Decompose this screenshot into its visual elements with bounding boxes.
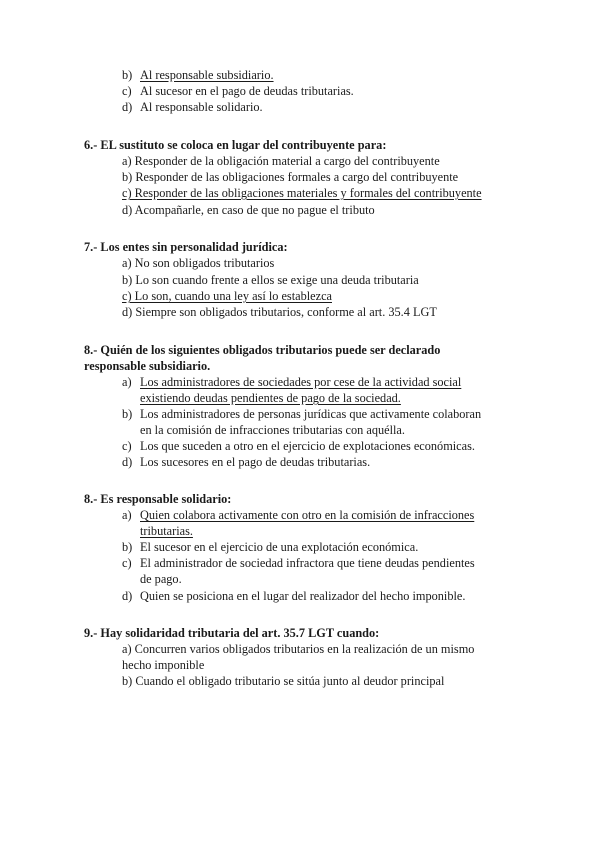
q7-option-b: b) Lo son cuando frente a ellos se exige una deuda tributaria — [122, 273, 419, 287]
question-7-title: 7.- Los entes sin personalidad jurídica: — [84, 240, 288, 254]
q8b-option-b-line1: El sucesor en el ejercicio de una explotación económica. — [140, 540, 419, 554]
q9-option-b: b) Cuando el obligado tributario se sitúa junto al deudor principal — [122, 674, 445, 688]
option-b: b) Al responsable subsidiario. — [122, 68, 274, 82]
q9-option-a-line1: a) Concurren varios obligados tributarios en la realización de un mismo — [122, 642, 475, 656]
q6-option-a: a) Responder de la obligación material a cargo del contribuyente — [122, 154, 440, 168]
q8a-option-b-line2: en la comisión de infracciones tributarias con aquélla. — [140, 423, 405, 437]
q7-option-c-correct: c) Lo son, cuando una ley así lo establezca — [122, 289, 332, 303]
q9-option-a-line2: hecho imponible — [122, 658, 205, 672]
q8a-option-b-label: b) — [122, 407, 133, 421]
q6-option-b: b) Responder de las obligaciones formales a cargo del contribuyente — [122, 170, 459, 184]
q8b-option-a-correct-line2: tributarias. — [140, 524, 193, 538]
correct-answer: Al responsable subsidiario. — [140, 68, 274, 82]
q8b-option-c-line1: El administrador de sociedad infractora que tiene deudas pendientes — [140, 556, 475, 570]
q8b-option-c-label: c) — [122, 556, 132, 570]
q8a-option-a-correct-line1: Los administradores de sociedades por cese de la actividad social — [140, 375, 462, 389]
question-8a-title-line2: responsable subsidiario. — [84, 359, 211, 373]
option-c: c) Al sucesor en el pago de deudas tributarias. — [122, 84, 354, 98]
q7-option-d: d) Siempre son obligados tributarios, conforme al art. 35.4 LGT — [122, 305, 437, 319]
q8b-option-a-correct-line1: Quien colabora activamente con otro en la comisión de infracciones — [140, 508, 475, 522]
question-9-title: 9.- Hay solidaridad tributaria del art. 35.7 LGT cuando: — [84, 626, 380, 640]
question-8a-title-line1: 8.- Quién de los siguientes obligados tributarios puede ser declarado — [84, 343, 441, 357]
q6-option-d: d) Acompañarle, en caso de que no pague el tributo — [122, 203, 375, 217]
question-6-title: 6.- EL sustituto se coloca en lugar del contribuyente para: — [84, 138, 387, 152]
q7-option-a: a) No son obligados tributarios — [122, 256, 275, 270]
q8a-option-d-line1: Los sucesores en el pago de deudas tributarias. — [140, 455, 371, 469]
q8a-option-a-label: a) — [122, 375, 132, 389]
q8a-option-c-line1: Los que suceden a otro en el ejercicio de explotaciones económicas. — [140, 439, 475, 453]
q8a-option-c-label: c) — [122, 439, 132, 453]
option-d: d) Al responsable solidario. — [122, 100, 263, 114]
q6-option-c-correct: c) Responder de las obligaciones materiales y formales del contribuyente — [122, 186, 482, 200]
q8b-option-d-label: d) — [122, 589, 133, 603]
question-8b-title: 8.- Es responsable solidario: — [84, 492, 232, 506]
q8b-option-b-label: b) — [122, 540, 133, 554]
q8a-option-d-label: d) — [122, 455, 133, 469]
q8a-option-a-correct-line2: existiendo deudas pendientes de pago de la sociedad. — [140, 391, 401, 405]
q8b-option-a-label: a) — [122, 508, 132, 522]
q8a-option-b-line1: Los administradores de personas jurídicas que activamente colaboran — [140, 407, 482, 421]
q8b-option-d-line1: Quien se posiciona en el lugar del realizador del hecho imponible. — [140, 589, 466, 603]
q8b-option-c-line2: de pago. — [140, 572, 182, 586]
